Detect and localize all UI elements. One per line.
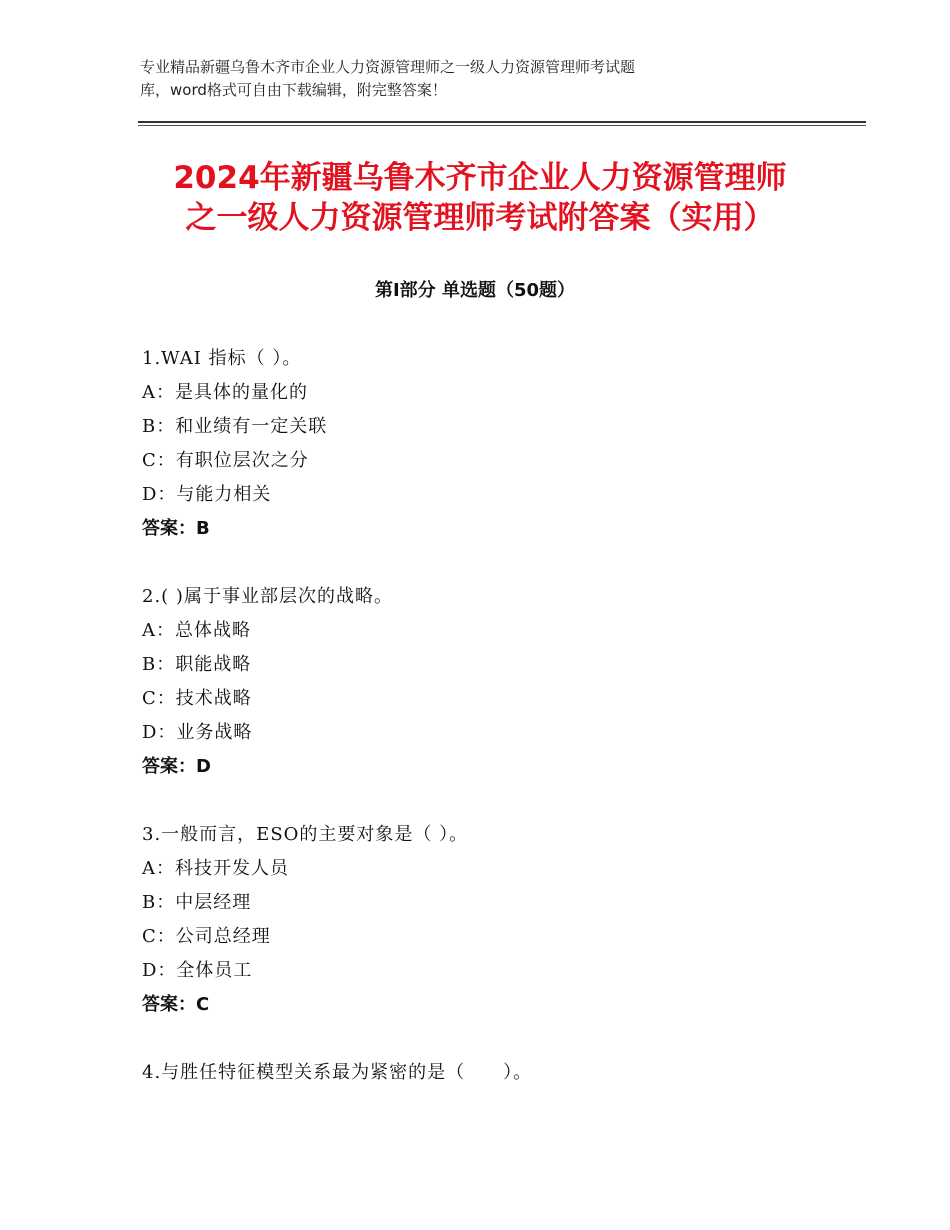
- question-list: [142, 342, 862, 1124]
- divider-thin-line: [138, 125, 866, 126]
- document-title-line-2: 之一级人力资源管理师考试附答案（实用）: [185, 200, 775, 236]
- question-stem: 2.( )属于事业部层次的战略。: [142, 586, 393, 607]
- divider-thick-line: [138, 121, 866, 123]
- question-1: [142, 342, 862, 546]
- document-title-line-1: 2024年新疆乌鲁木齐市企业人力资源管理师: [173, 160, 787, 196]
- option-b: B：和业绩有一定关联: [142, 416, 328, 437]
- option-c: C：公司总经理: [142, 926, 271, 947]
- header-note: [140, 56, 840, 102]
- header-divider: [138, 121, 866, 127]
- section-title: 第Ⅰ部分 单选题（50题）: [374, 280, 575, 301]
- question-3: [142, 818, 862, 1022]
- option-c: C：技术战略: [142, 688, 252, 709]
- question-stem: 3.一般而言，ESO的主要对象是（ ）。: [142, 824, 469, 845]
- question-stem: 4.与胜任特征模型关系最为紧密的是（ ）。: [142, 1062, 533, 1083]
- document-title: [130, 158, 830, 238]
- option-a: A：总体战略: [142, 620, 251, 641]
- option-c: C：有职位层次之分: [142, 450, 309, 471]
- answer-line: 答案：C: [142, 994, 210, 1015]
- option-b: B：职能战略: [142, 654, 252, 675]
- option-d: D：业务战略: [142, 722, 253, 743]
- header-note-line-2: 库，word格式可自由下载编辑，附完整答案！: [140, 81, 447, 99]
- answer-line: 答案：D: [142, 756, 211, 777]
- question-stem: 1.WAI 指标（ ）。: [142, 348, 302, 369]
- header-note-line-1: 专业精品新疆乌鲁木齐市企业人力资源管理师之一级人力资源管理师考试题: [140, 58, 636, 76]
- question-2: [142, 580, 862, 784]
- option-d: D：全体员工: [142, 960, 253, 981]
- option-b: B：中层经理: [142, 892, 252, 913]
- option-d: D：与能力相关: [142, 484, 272, 505]
- option-a: A：科技开发人员: [142, 858, 289, 879]
- question-4: [142, 1056, 862, 1090]
- answer-line: 答案：B: [142, 518, 210, 539]
- option-a: A：是具体的量化的: [142, 382, 308, 403]
